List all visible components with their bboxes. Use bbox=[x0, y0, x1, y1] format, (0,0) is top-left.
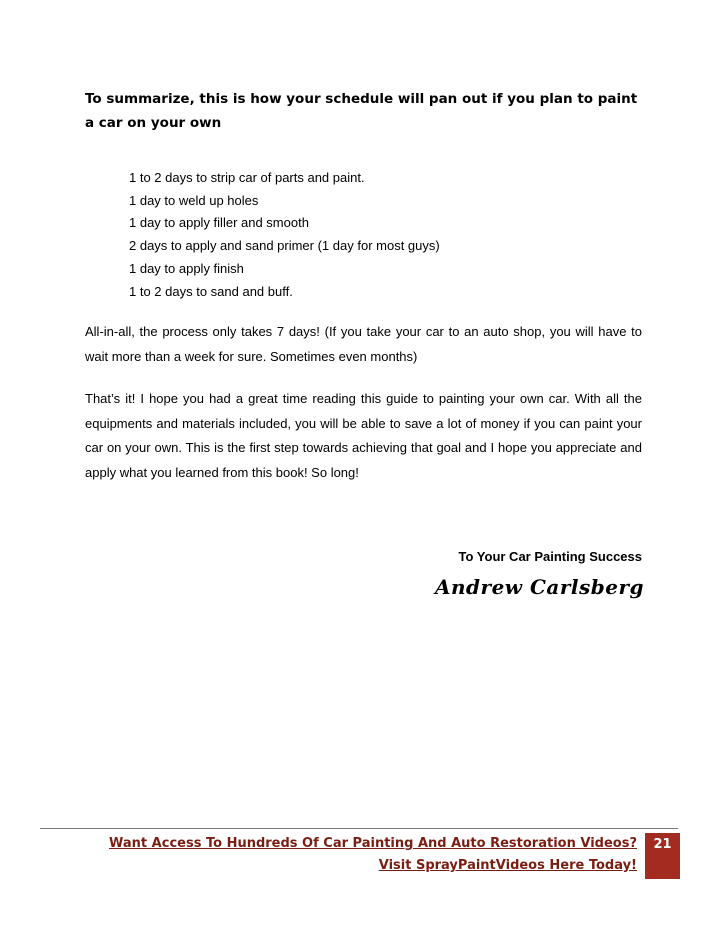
closing-paragraph: That’s it! I hope you had a great time reading this guide to painting your own car. With all the equipments and materials included, you will be able to save a lot of money if you can paint your car on your own. This is the first step towards achieving that goal and I hope you appreciate and apply what you learned from this book! So long! bbox=[85, 391, 642, 480]
summary-paragraph: All-in-all, the process only takes 7 days! (If you take your car to an auto shop, you will have to wait more than a week for sure. Sometimes even months) bbox=[85, 324, 642, 364]
schedule-item: 1 to 2 days to strip car of parts and paint. bbox=[129, 170, 365, 185]
schedule-item: 1 to 2 days to sand and buff. bbox=[129, 283, 293, 299]
closing-line: To Your Car Painting Success bbox=[458, 549, 642, 564]
schedule-list bbox=[129, 167, 440, 303]
footer-divider bbox=[40, 828, 678, 829]
schedule-item: 1 day to weld up holes bbox=[129, 192, 259, 208]
schedule-item: 2 days to apply and sand primer (1 day for most guys) bbox=[129, 238, 440, 254]
author-signature: Andrew Carlsberg bbox=[435, 575, 644, 599]
footer-promo-link[interactable]: Want Access To Hundreds Of Car Painting And Auto Restoration Videos? Visit SprayPaintVideos Here Today! bbox=[109, 836, 637, 873]
page-number-badge: 21 bbox=[645, 833, 680, 879]
schedule-item: 1 day to apply filler and smooth bbox=[129, 215, 309, 231]
section-heading: To summarize, this is how your schedule will pan out if you plan to paint a car on your own bbox=[85, 91, 638, 131]
schedule-item: 1 day to apply finish bbox=[129, 260, 244, 276]
